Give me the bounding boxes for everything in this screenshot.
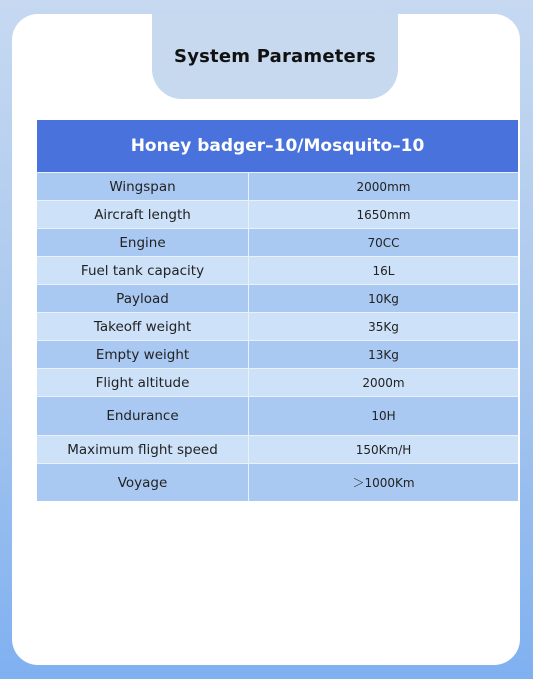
spec-card [12,14,520,665]
row-value: 2000m [362,375,405,390]
row-label: Empty weight [37,341,249,368]
row-value: 70CC [367,235,400,250]
row-value: 13Kg [368,347,399,362]
table-row [37,435,518,463]
row-label: Aircraft length [37,201,249,228]
table-row [37,368,518,396]
table-row [37,200,518,228]
row-value: 2000mm [356,179,411,194]
table-row [37,284,518,312]
row-label: Wingspan [37,173,249,200]
row-label: Maximum flight speed [37,436,249,463]
row-value: ＞1000Km [352,476,415,490]
table-row [37,256,518,284]
table-row [37,172,518,200]
table-header-title: Honey badger–10/Mosquito–10 [130,136,425,156]
row-value: 16L [372,263,395,278]
table-row [37,463,518,501]
table-row [37,312,518,340]
row-label: Flight altitude [37,369,249,396]
row-label: Endurance [37,397,249,435]
row-label: Engine [37,229,249,256]
table-row [37,228,518,256]
row-value: 10H [371,409,396,423]
title-tab [152,14,398,99]
row-value: 10Kg [368,291,399,306]
row-label: Fuel tank capacity [37,257,249,284]
table-header [37,120,518,172]
spec-table [37,120,518,501]
row-value: 1650mm [356,207,411,222]
row-label: Takeoff weight [37,313,249,340]
table-row [37,340,518,368]
row-label: Payload [37,285,249,312]
row-value: 35Kg [368,319,399,334]
row-value: 150Km/H [355,442,412,457]
table-row [37,396,518,435]
page-title: System Parameters [174,46,376,67]
row-label: Voyage [37,464,249,501]
